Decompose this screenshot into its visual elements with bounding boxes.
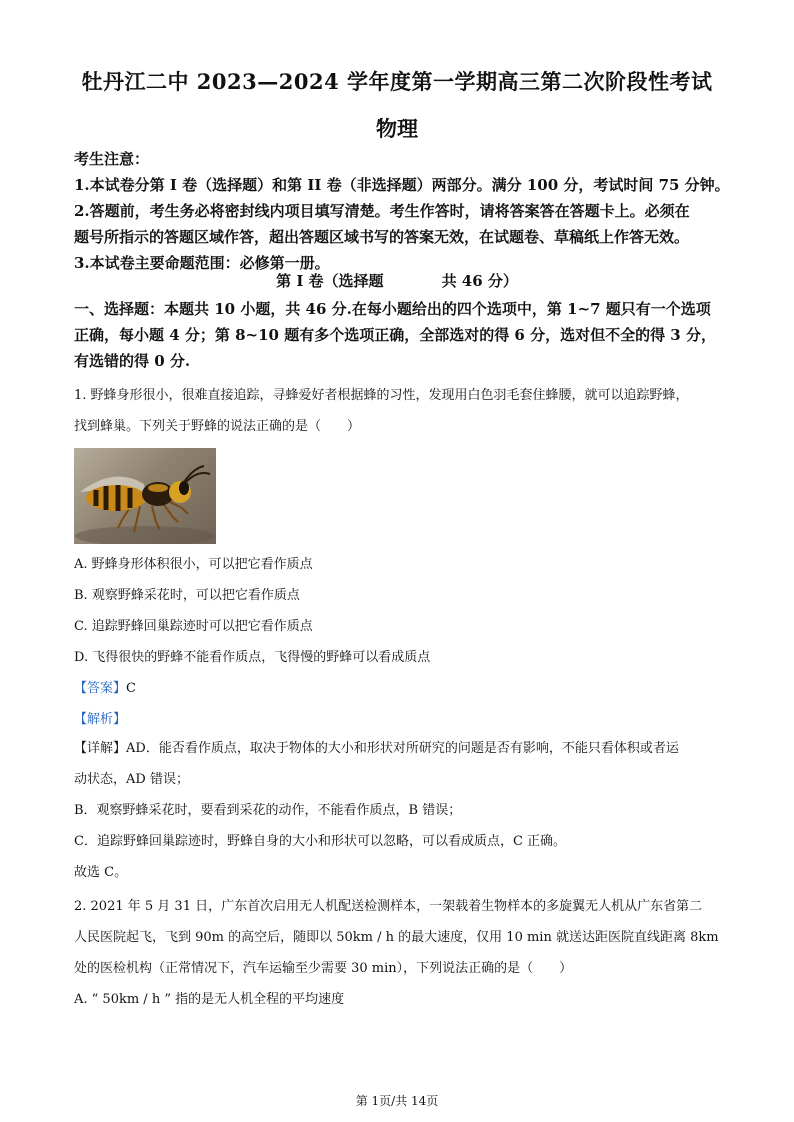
instruction-line: 一、选择题：本题共 10 小题，共 46 分.在每小题给出的四个选项中，第 1~7 题只有一个选项 xyxy=(74,300,711,318)
wasp-icon xyxy=(74,448,216,544)
instruction-line: 正确，每小题 4 分；第 8~10 题有多个选项正确，全部选对的得 6 分，选对但不全的得 3 分， xyxy=(74,326,716,344)
detail-line: 故选 C。 xyxy=(74,865,128,880)
answer-value: C xyxy=(126,681,136,696)
page-footer: 第 1页/共 14页 xyxy=(355,1094,439,1108)
notice-item: 3.本试卷主要命题范围：必修第一册。 xyxy=(74,254,330,272)
option-c: C. 追踪野蜂回巢踪迹时可以把它看作质点 xyxy=(74,619,313,634)
section-title xyxy=(0,270,794,291)
section-title-left: 第 I 卷（选择题 xyxy=(276,272,384,290)
notice-item: 2.答题前，考生务必将密封线内项目填写清楚。考生作答时，请将答案答在答题卡上。必须在 xyxy=(74,202,690,220)
candidate-notice xyxy=(74,146,734,276)
detail-line: B．观察野蜂采花时，要看到采花的动作，不能看作质点，B 错误； xyxy=(74,803,462,818)
stem-line: 处的医检机构（正常情况下，汽车运输至少需要 30 min），下列说法正确的是（ ） xyxy=(74,961,573,976)
answer-tag: 【答案】 xyxy=(74,681,127,696)
option-a: A. 野蜂身形体积很小，可以把它看作质点 xyxy=(74,557,313,572)
notice-heading: 考生注意： xyxy=(74,150,150,168)
question-1-explanation xyxy=(74,733,734,888)
detail-line: 动状态，AD 错误； xyxy=(74,772,189,787)
section-title-right: 共 46 分） xyxy=(441,272,518,290)
option-a: A. “ 50km / h ” 指的是无人机全程的平均速度 xyxy=(74,992,345,1007)
analysis-tag: 【解析】 xyxy=(74,712,127,727)
question-1-content xyxy=(74,549,734,735)
detail-tag: 【详解】 xyxy=(74,741,127,756)
section-instructions xyxy=(74,296,734,374)
option-d: D. 飞得很快的野蜂不能看作质点，飞得慢的野蜂可以看成质点 xyxy=(74,650,431,665)
notice-item: 1.本试卷分第 I 卷（选择题）和第 II 卷（非选择题）两部分。满分 100 分，考试时间 75 分钟。 xyxy=(74,176,730,194)
analysis-line xyxy=(74,704,734,735)
option-b: B. 观察野蜂采花时，可以把它看作质点 xyxy=(74,588,300,603)
wasp-photo xyxy=(74,448,216,544)
notice-item: 题号所指示的答题区域作答，超出答题区域书写的答案无效，在试题卷、草稿纸上作答无效。 xyxy=(74,228,690,246)
stem-line: 2. 2021 年 5 月 31 日，广东首次启用无人机配送检测样本，一架载着生物样本的多旋翼无人机从广东省第二 xyxy=(74,899,703,914)
answer-line xyxy=(74,673,734,704)
exam-title: 牡丹江二中 2023—2024 学年度第一学期高三第二次阶段性考试 xyxy=(81,69,713,94)
detail-text: AD．能否看作质点，取决于物体的大小和形状对所研究的问题是否有影响，不能只看体积或者运 xyxy=(126,741,679,756)
question-1-stem xyxy=(74,380,734,442)
question-2 xyxy=(74,891,734,1015)
stem-line: 1. 野蜂身形很小，很难直接追踪，寻蜂爱好者根据蜂的习性，发现用白色羽毛套住蜂腰，就可以追踪野蜂， xyxy=(74,388,689,403)
stem-line: 人民医院起飞，飞到 90m 的高空后，随即以 50km / h 的最大速度，仅用 10 min 就送达距医院直线距离 8km xyxy=(74,930,719,945)
subject-title: 物理 xyxy=(376,116,418,141)
detail-line: C．追踪野蜂回巢踪迹时，野蜂自身的大小和形状可以忽略，可以看成质点，C 正确。 xyxy=(74,834,567,849)
stem-line: 找到蜂巢。下列关于野蜂的说法正确的是（ ） xyxy=(74,419,361,434)
instruction-line: 有选错的得 0 分. xyxy=(74,352,191,370)
detail-line xyxy=(74,733,734,764)
